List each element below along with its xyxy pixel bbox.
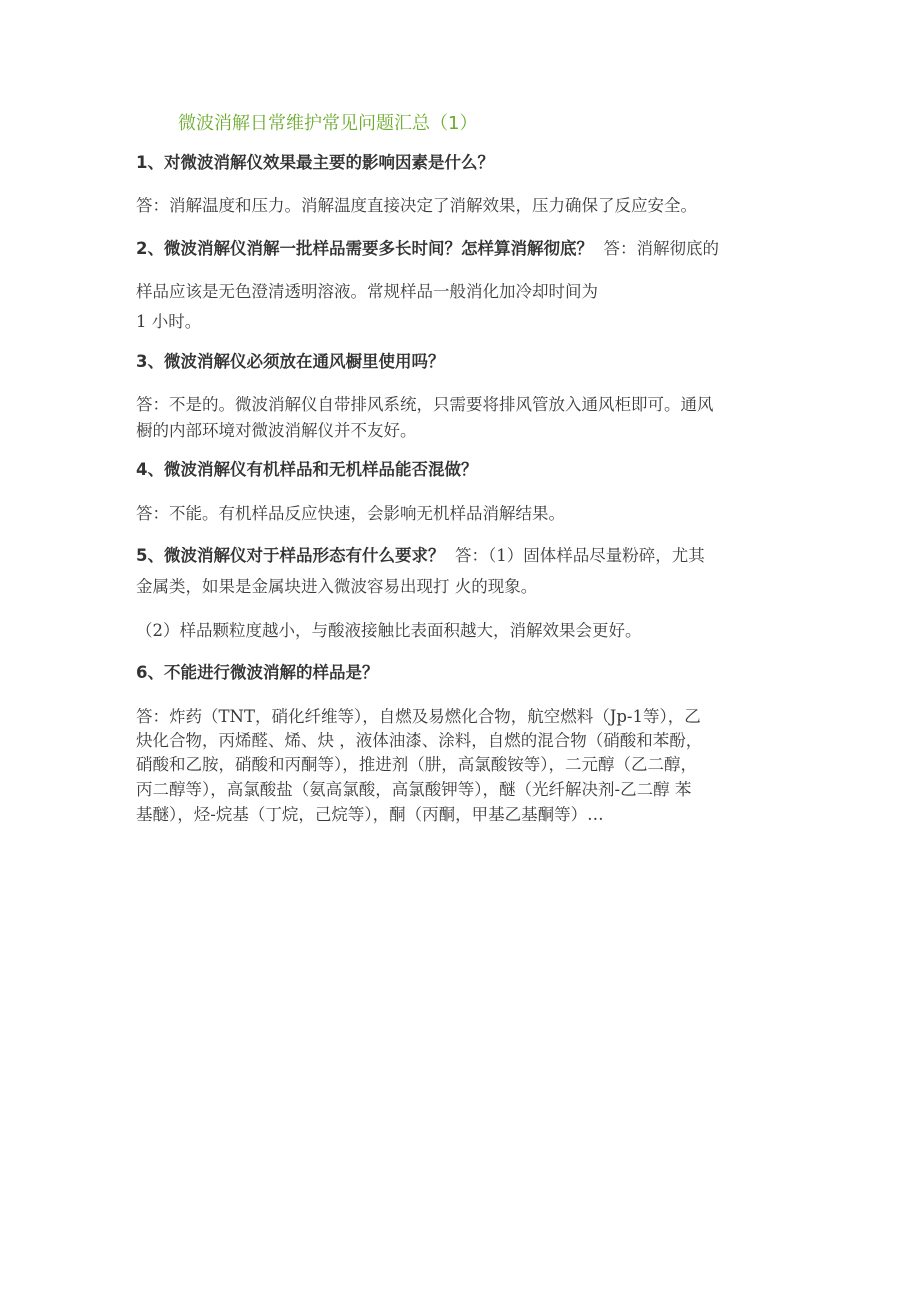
answer-2-line-2: 1 小时。 <box>136 312 202 331</box>
answer-3-line-2: 橱的内部环境对微波消解仪并不友好。 <box>136 421 417 440</box>
answer-1-line-1: 答：消解温度和压力。消解温度直接决定了消解效果，压力确保了反应安全。 <box>136 196 697 215</box>
answer-6-line-4: 丙二醇等），高氯酸盐（氨高氯酸，高氯酸钾等），醚（光纤解决剂-乙二醇 苯 <box>136 780 692 799</box>
question-5-row <box>136 546 705 566</box>
answer-5-line-2: （2）样品颗粒度越小，与酸液接触比表面积越大，消解效果会更好。 <box>136 621 642 640</box>
answer-2-line-1: 样品应该是无色澄清透明溶液。常规样品一般消化加冷却时间为 <box>136 282 598 301</box>
question-5: 5、微波消解仪对于样品形态有什么要求？ <box>136 546 445 565</box>
answer-6-line-2: 炔化合物，丙烯醛、烯、炔 ，液体油漆、涂料，自燃的混合物（硝酸和苯酚， <box>136 731 703 750</box>
answer-6-line-5: 基醚），烃-烷基（丁烷，己烷等），酮（丙酮，甲基乙基酮等）… <box>136 805 604 824</box>
question-6: 6、不能进行微波消解的样品是？ <box>136 663 379 682</box>
answer-6-line-3: 硝酸和乙胺，硝酸和丙酮等），推进剂（肼，高氯酸铵等），二元醇（乙二醇， <box>136 755 697 774</box>
question-1: 1、对微波消解仪效果最主要的影响因素是什么？ <box>136 153 494 172</box>
question-4: 4、微波消解仪有机样品和无机样品能否混做？ <box>136 460 478 479</box>
answer-5-line-1: 金属类，如果是金属块进入微波容易出现打 火的现象。 <box>136 577 538 596</box>
document-title: 微波消解日常维护常见问题汇总（1） <box>178 113 478 134</box>
question-2-row <box>136 239 719 259</box>
question-3: 3、微波消解仪必须放在通风橱里使用吗？ <box>136 352 445 371</box>
answer-2-start: 答：消解彻底的 <box>603 239 719 258</box>
answer-5-start: 答：（1）固体样品尽量粉碎，尤其 <box>454 546 705 565</box>
answer-4-line-1: 答：不能。有机样品反应快速，会影响无机样品消解结果。 <box>136 504 565 523</box>
answer-3-line-1: 答：不是的。微波消解仪自带排风系统，只需要将排风管放入通风柜即可。通风 <box>136 395 714 414</box>
answer-6-line-1: 答：炸药（TNT，硝化纤维等），自燃及易燃化合物，航空燃料（Jp-1等），乙 <box>136 707 701 726</box>
question-2: 2、微波消解仪消解一批样品需要多长时间？怎样算消解彻底？ <box>136 239 593 258</box>
